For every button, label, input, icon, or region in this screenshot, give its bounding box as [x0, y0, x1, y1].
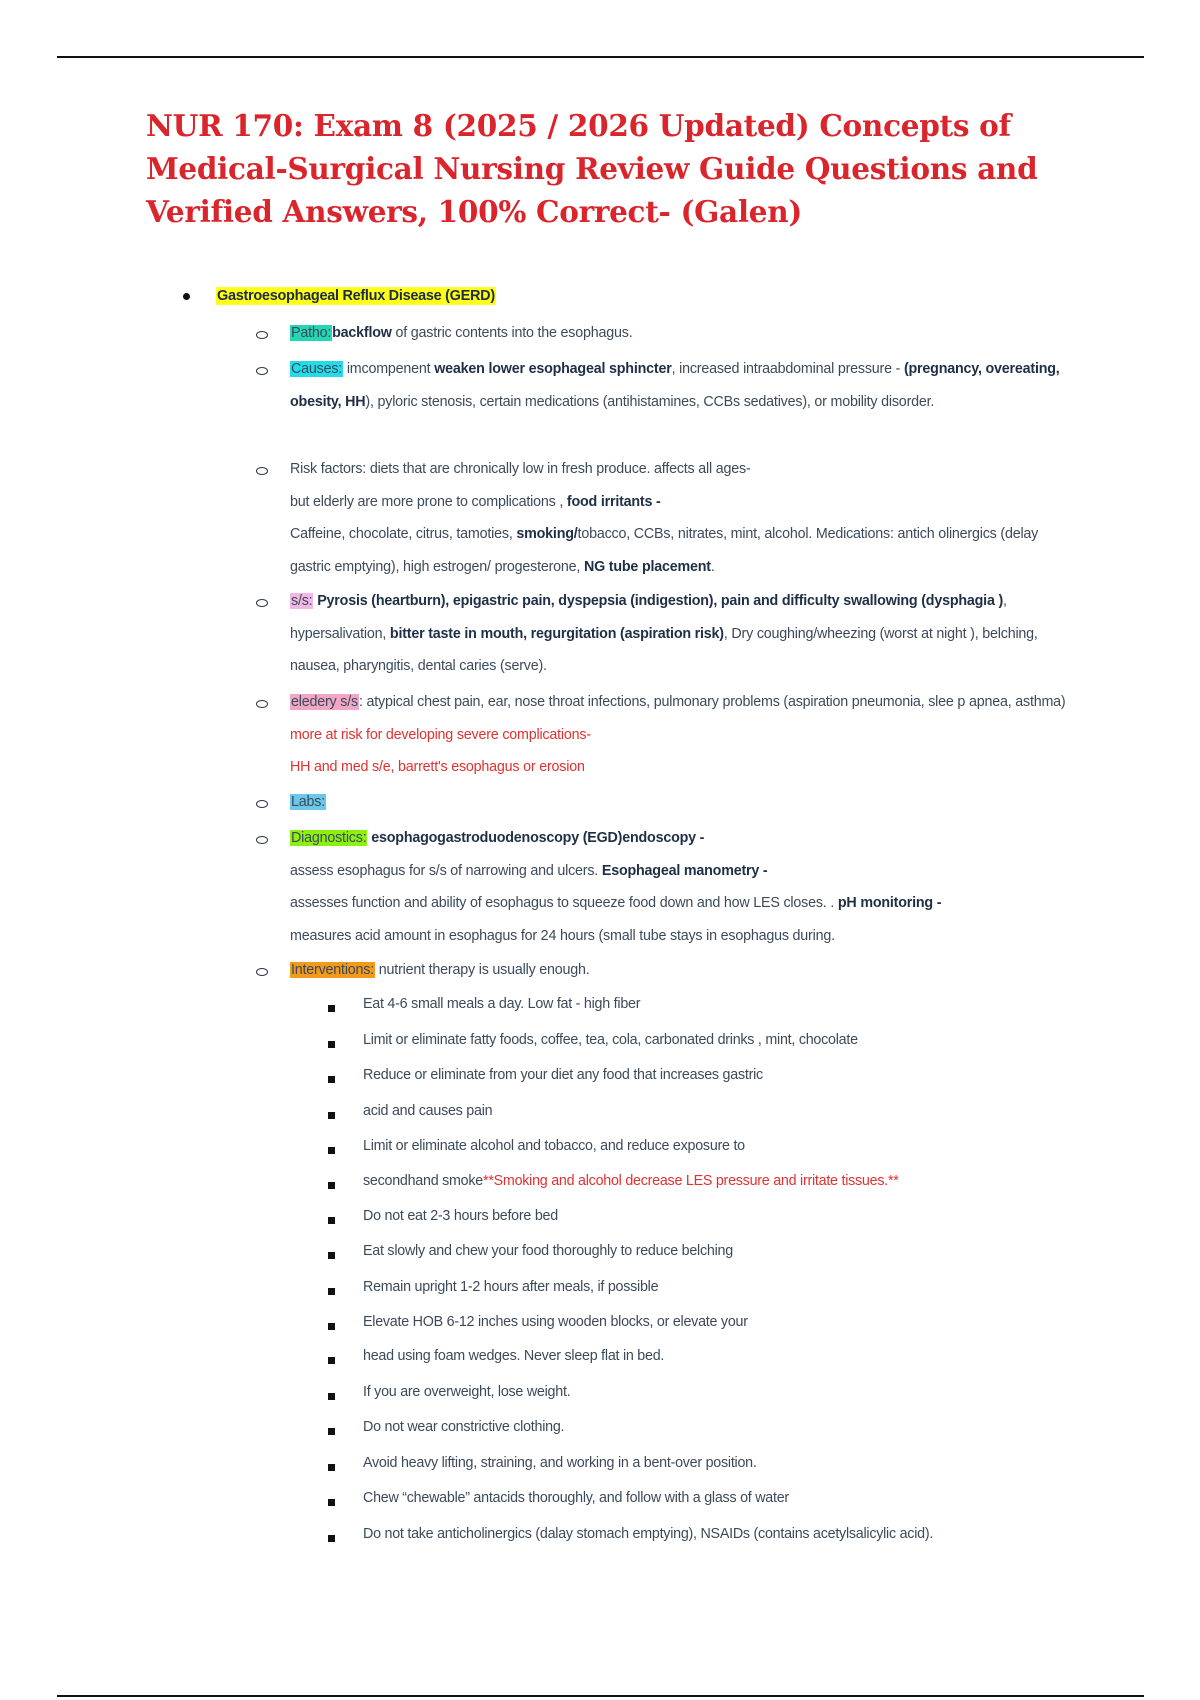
square-bullet-icon [328, 1499, 335, 1506]
circle-bullet-icon [256, 968, 268, 976]
diagnostics-text-1: assess esophagus for s/s of narrowing and ulcers. [290, 862, 602, 879]
interventions-item [290, 954, 1080, 987]
diagnostics-text-3: measures acid amount in esophagus for 24 hours (small tube stays in esophagus during. [290, 927, 835, 944]
circle-bullet-icon [256, 700, 268, 708]
square-bullet-icon [328, 1112, 335, 1119]
square-bullet-icon [328, 1428, 335, 1435]
square-bullet-icon [328, 1357, 335, 1364]
square-bullet-icon [328, 1288, 335, 1295]
circle-bullet-icon [256, 367, 268, 375]
intervention-item-smoke [363, 1173, 899, 1189]
ss-bold-1: Pyrosis (heartburn), epigastric pain, dyspepsia (indigestion), pain and difficulty swallowing (dysphagia ) [313, 593, 1004, 609]
causes-text-3: ), pyloric stenosis, certain medications (antihistamines, CCBs sedatives), or mobility disorder. [365, 393, 935, 410]
intervention-item: Elevate HOB 6-12 inches using wooden blocks, or elevate your [363, 1314, 748, 1330]
intervention-item: acid and causes pain [363, 1103, 493, 1119]
circle-bullet-icon [256, 800, 268, 808]
bottom-rule [57, 1695, 1144, 1697]
square-bullet-icon [328, 1252, 335, 1259]
causes-bold-2: (pregnancy, overeating, obesity, HH [290, 361, 1060, 410]
risk-factors-item [290, 453, 1080, 583]
diagnostics-item [290, 822, 1080, 952]
patho-label: Patho: [291, 325, 332, 341]
smoke-note: **Smoking and alcohol decrease LES pressure and irritate tissues.** [483, 1173, 899, 1189]
square-bullet-icon [328, 1005, 335, 1012]
intervention-item: Do not eat 2-3 hours before bed [363, 1208, 558, 1224]
causes-label: Causes: [291, 361, 343, 377]
diagnostics-bold-2: Esophageal manometry - [601, 862, 768, 879]
intervention-item: Eat 4-6 small meals a day. Low fat - high fiber [363, 996, 641, 1012]
intervention-item: If you are overweight, lose weight. [363, 1384, 571, 1400]
intervention-item: Limit or eliminate alcohol and tobacco, and reduce exposure to [363, 1138, 745, 1154]
square-bullet-icon [328, 1182, 335, 1189]
causes-text-1: imcompenent [343, 361, 435, 377]
interventions-text: nutrient therapy is usually enough. [375, 962, 590, 978]
intervention-item: Do not wear constrictive clothing. [363, 1419, 565, 1435]
labs-label: Labs: [291, 794, 325, 810]
square-bullet-icon [328, 1217, 335, 1224]
elderly-red-2: HH and med s/e, barrett's esophagus or erosion [290, 759, 585, 775]
intervention-item: Eat slowly and chew your food thoroughly to reduce belching [363, 1243, 733, 1259]
intervention-item: Do not take anticholinergics (dalay stomach emptying), NSAIDs (contains acetylsalicylic acid). [363, 1526, 934, 1542]
risk-end: . [710, 558, 715, 575]
causes-bold-1: weaken lower esophageal sphincter [434, 361, 672, 377]
intervention-item: Chew “chewable” antacids thoroughly, and follow with a glass of water [363, 1490, 789, 1506]
ss-label: s/s: [291, 593, 313, 609]
risk-bold-3: NG tube placement [583, 558, 711, 575]
circle-bullet-icon [256, 836, 268, 844]
patho-text: of gastric contents into the esophagus. [391, 325, 633, 341]
document-title: NUR 170: Exam 8 (2025 / 2026 Updated) Concepts of Medical-Surgical Nursing Review Guide Questions and Verified Answers, 100% Correct- (Galen) [146, 108, 1038, 229]
risk-text-4: tobacco, CCBs, nitrates, mint, alcohol. Medications: antich olinergics (delay gastric emptying), high estrogen/ progesterone, [290, 526, 1039, 575]
risk-bold-1: food irritants - [563, 493, 661, 510]
square-bullet-icon [328, 1147, 335, 1154]
topic-heading: Gastroesophageal Reflux Disease (GERD) [217, 288, 495, 304]
diagnostics-label: Diagnostics: [291, 830, 367, 846]
circle-bullet-icon [256, 599, 268, 607]
elderly-red-1: more at risk for developing severe complications- [290, 726, 591, 743]
square-bullet-icon [328, 1464, 335, 1471]
square-bullet-icon [328, 1041, 335, 1048]
ss-bold-2: bitter taste in mouth, regurgitation (aspiration risk) [389, 625, 724, 642]
causes-text-2: , increased intraabdominal pressure - [671, 361, 904, 377]
risk-bold-2: smoking/ [516, 526, 578, 542]
diagnostics-bold-1: esophagogastroduodenoscopy (EGD)endoscopy - [367, 830, 705, 846]
elderly-ss-item [290, 686, 1080, 784]
elderly-label: eledery s/s [291, 694, 358, 710]
intervention-text: secondhand smoke [363, 1173, 483, 1189]
signs-symptoms-item [290, 585, 1080, 683]
intervention-item: Reduce or eliminate from your diet any food that increases gastric [363, 1067, 763, 1083]
top-rule [57, 56, 1144, 58]
intervention-item: Avoid heavy lifting, straining, and working in a bent-over position. [363, 1455, 757, 1471]
diagnostics-text-2: assesses function and ability of esophagus to squeeze food down and how LES closes. . [290, 895, 838, 911]
intervention-item: head using foam wedges. Never sleep flat in bed. [363, 1348, 665, 1364]
square-bullet-icon [328, 1323, 335, 1330]
patho-bold: backflow [332, 325, 392, 341]
patho-item [290, 317, 1080, 350]
risk-text-3: Caffeine, chocolate, citrus, tamoties, [290, 526, 517, 542]
square-bullet-icon [328, 1393, 335, 1400]
risk-text-2: but elderly are more prone to complications , [290, 493, 564, 510]
square-bullet-icon [328, 1076, 335, 1083]
circle-bullet-icon [256, 331, 268, 339]
diagnostics-bold-3: pH monitoring - [837, 895, 942, 911]
intervention-item: Limit or eliminate fatty foods, coffee, tea, cola, carbonated drinks , mint, chocolate [363, 1032, 858, 1048]
labs-item [290, 786, 1080, 819]
risk-text-1: Risk factors: diets that are chronically low in fresh produce. affects all ages- [290, 461, 751, 477]
ss-text-2: , Dry coughing/wheezing (worst at night ), belching, nausea, pharyngitis, dental caries (serve). [290, 625, 1038, 674]
causes-item [290, 353, 1080, 418]
circle-bullet-icon [256, 467, 268, 475]
ss-text-1: , hypersalivation, [290, 593, 1007, 642]
intervention-item: Remain upright 1-2 hours after meals, if possible [363, 1279, 659, 1295]
bullet-icon [183, 293, 190, 300]
square-bullet-icon [328, 1535, 335, 1542]
elderly-text: : atypical chest pain, ear, nose throat infections, pulmonary problems (aspiration pneumonia, slee p apnea, asthma) [358, 694, 1066, 710]
interventions-label: Interventions: [291, 962, 375, 978]
